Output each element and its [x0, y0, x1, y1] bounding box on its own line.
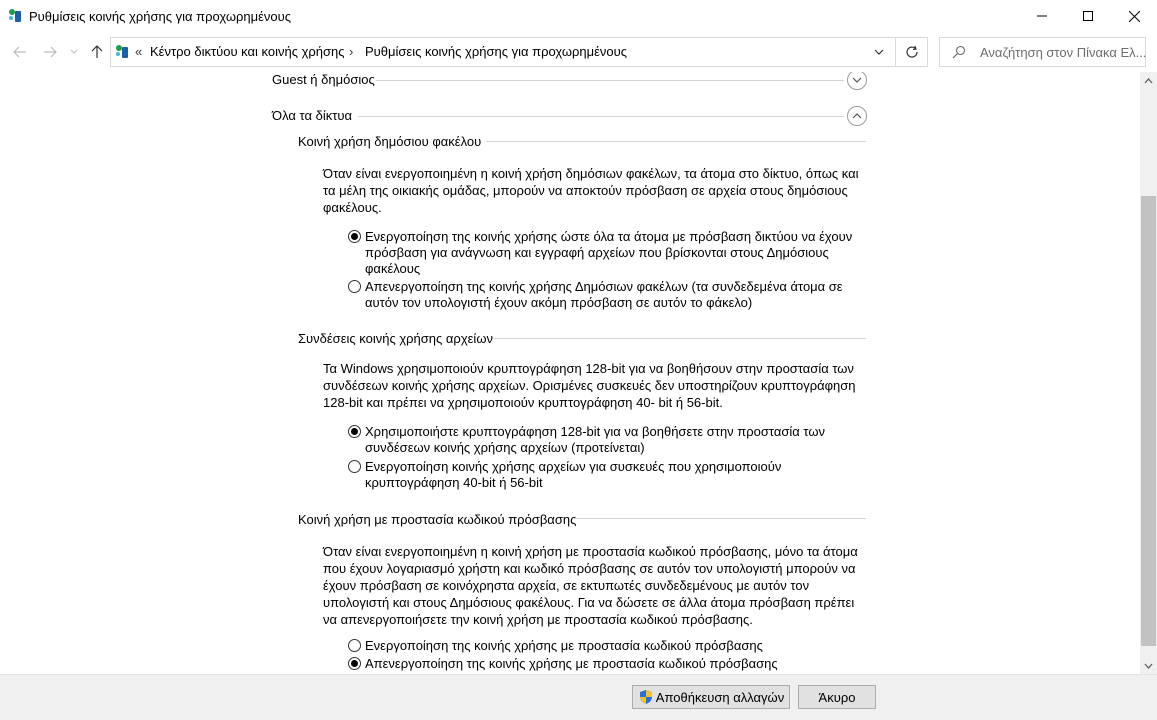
divider: [494, 338, 866, 339]
radio-label: Ενεργοποίηση κοινής χρήσης αρχείων για συσκευές που χρησιμοποιούν κρυπτογράφηση 40-bit ή 56-bit: [365, 459, 782, 490]
radio-button[interactable]: [348, 657, 361, 670]
scrollbar-thumb[interactable]: [1141, 196, 1156, 646]
file-sharing-heading: Συνδέσεις κοινής χρήσης αρχείων: [298, 331, 493, 346]
search-placeholder: Αναζήτηση στον Πίνακα Ελ...: [980, 45, 1147, 60]
back-arrow-icon[interactable]: [11, 43, 29, 61]
settings-content: [0, 72, 1140, 674]
radio-button[interactable]: [348, 639, 361, 652]
forward-arrow-icon[interactable]: [41, 43, 59, 61]
network-sharing-icon: [115, 44, 131, 60]
encryption-option-128bit[interactable]: [348, 424, 868, 456]
search-icon: [952, 45, 968, 61]
public-folder-option-enable[interactable]: [348, 229, 868, 277]
minimize-button[interactable]: [1019, 0, 1065, 32]
password-sharing-description: Όταν είναι ενεργοποιημένη η κοινή χρήση με προστασία κωδικού πρόσβασης, μόνο τα άτομα που έχουν λογαριασμό χρήστη και κωδικό πρόσβασης σε αυτόν τον υπολογιστή μπορούν να έχουν πρόσβαση σε κοινόχρηστα αρχεία, σε εκτυπωτές συνδεδεμένους με αυτόν τον υπολογιστή και στους Δημόσιους φακέλους. Για να δώσετε σε άλλα άτομα πρόσβαση πρέπει να απενεργοποιήσετε την κοινή χρήση με προστασία κωδικού πρόσβασης.: [323, 544, 858, 627]
scroll-up-arrow-icon[interactable]: [1140, 72, 1157, 89]
divider: [358, 116, 844, 117]
breadcrumb-advanced-sharing[interactable]: Ρυθμίσεις κοινής χρήσης για προχωρημένους: [365, 44, 628, 59]
divider: [576, 518, 866, 519]
up-arrow-icon[interactable]: [88, 43, 106, 61]
public-folder-option-disable[interactable]: [348, 279, 868, 311]
radio-button[interactable]: [348, 280, 361, 293]
window-title: Ρυθμίσεις κοινής χρήσης για προχωρημένους: [29, 9, 292, 24]
public-folder-description: Όταν είναι ενεργοποιημένη η κοινή χρήση δημόσιων φακέλων, τα άτομα στο δίκτυο, όπως και τα μέλη της οικιακής ομάδας, μπορούν να αποκτούν πρόσβαση σε αρχεία στους δημόσιους φακέλους.: [323, 166, 859, 215]
public-folder-heading: Κοινή χρήση δημόσιου φακέλου: [298, 134, 482, 149]
password-sharing-heading: Κοινή χρήση με προστασία κωδικού πρόσβασης: [298, 512, 577, 527]
radio-button[interactable]: [348, 460, 361, 473]
address-dropdown-chevron-icon[interactable]: [871, 44, 887, 60]
breadcrumb-separator-icon[interactable]: ›: [349, 44, 354, 59]
radio-label: Ενεργοποίηση της κοινής χρήσης ώστε όλα τα άτομα με πρόσβαση δικτύου να έχουν πρόσβαση για ανάγνωση και εγγραφή αρχείων που βρίσκονται στους Δημόσιους φακέλους: [365, 229, 853, 276]
cancel-button[interactable]: [798, 685, 876, 709]
recent-locations-chevron-icon[interactable]: [68, 43, 80, 61]
navigation-bar: [0, 32, 1157, 72]
radio-label: Απενεργοποίηση της κοινής χρήσης Δημόσιων φακέλων (τα συνδεδεμένα άτομα σε αυτόν τον υπολογιστή έχουν ακόμη πρόσβαση σε αυτόν το φάκελο): [365, 279, 843, 310]
radio-label: Ενεργοποίηση της κοινής χρήσης με προστασία κωδικού πρόσβασης: [365, 638, 763, 653]
collapse-all-networks-chevron-up-icon[interactable]: [847, 106, 867, 126]
search-box[interactable]: [939, 37, 1146, 67]
encryption-option-40-56bit[interactable]: [348, 459, 868, 491]
address-bar[interactable]: [110, 37, 896, 67]
expand-guest-chevron-down-icon[interactable]: [847, 72, 867, 90]
radio-button[interactable]: [348, 425, 361, 438]
uac-shield-icon: [638, 689, 654, 705]
breadcrumb-overflow-icon[interactable]: «: [135, 44, 143, 59]
profile-guest-label: Guest ή δημόσιος: [272, 72, 375, 87]
radio-label: Απενεργοποίηση της κοινής χρήσης με προστασία κωδικού πρόσβασης: [365, 656, 778, 671]
password-option-disable[interactable]: [348, 656, 868, 672]
scroll-down-arrow-icon[interactable]: [1140, 657, 1157, 674]
refresh-button[interactable]: [896, 37, 928, 67]
network-sharing-icon: [8, 8, 24, 24]
profile-all-networks-label: Όλα τα δίκτυα: [272, 108, 352, 123]
vertical-scrollbar[interactable]: [1140, 72, 1157, 674]
divider: [486, 141, 866, 142]
save-changes-label: Αποθήκευση αλλαγών: [655, 689, 785, 705]
title-bar: [0, 0, 1157, 32]
close-button[interactable]: [1111, 0, 1157, 32]
footer-bar: [0, 674, 1157, 720]
save-changes-button[interactable]: [632, 685, 790, 709]
radio-label: Χρησιμοποιήστε κρυπτογράφηση 128-bit για να βοηθήσετε στην προστασία των συνδέσεων κοινής χρήσης αρχείων (προτείνεται): [365, 424, 826, 455]
file-sharing-description: Τα Windows χρησιμοποιούν κρυπτογράφηση 128-bit για να βοηθήσουν στην προστασία των συνδέσεων κοινής χρήσης αρχείων. Ορισμένες συσκευές δεν υποστηρίζουν κρυπτογράφηση 128-bit και πρέπει να χρησιμοποιούν κρυπτογράφηση 40- bit ή 56-bit.: [323, 361, 856, 410]
password-option-enable[interactable]: [348, 638, 868, 654]
breadcrumb-network-center[interactable]: Κέντρο δικτύου και κοινής χρήσης: [150, 44, 345, 59]
radio-button[interactable]: [348, 230, 361, 243]
cancel-label: Άκυρο: [818, 689, 856, 705]
maximize-button[interactable]: [1065, 0, 1111, 32]
divider: [376, 80, 844, 81]
